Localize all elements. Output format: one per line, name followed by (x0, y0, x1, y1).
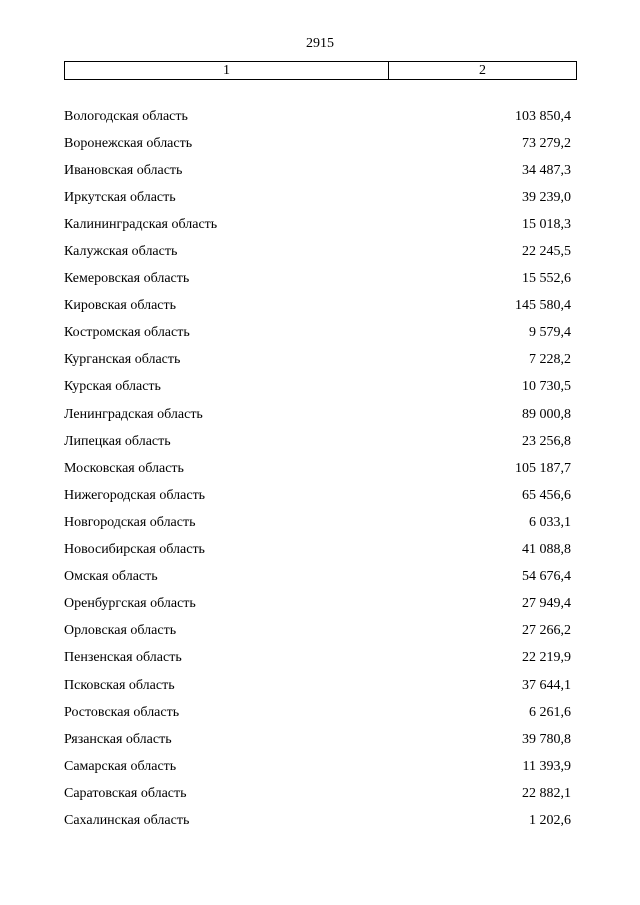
region-name: Кемеровская область (64, 271, 190, 287)
table-row (64, 293, 571, 320)
region-name: Орловская область (64, 623, 177, 639)
region-name: Нижегородская область (64, 487, 206, 503)
table-row (64, 591, 571, 618)
region-value: 39 239,0 (522, 189, 571, 205)
region-value: 7 228,2 (529, 352, 571, 368)
region-table (64, 103, 571, 835)
table-row (64, 347, 571, 374)
region-value: 22 219,9 (522, 650, 571, 666)
page-number: 2915 (306, 36, 334, 51)
table-row (64, 130, 571, 157)
region-name: Пензенская область (64, 650, 182, 666)
table-row (64, 537, 571, 564)
region-value: 34 487,3 (522, 162, 571, 178)
region-value: 65 456,6 (522, 487, 571, 503)
region-value: 6 261,6 (529, 704, 571, 720)
region-value: 22 245,5 (522, 244, 571, 260)
table-row (64, 374, 571, 401)
region-value: 1 202,6 (529, 812, 571, 828)
region-name: Оренбургская область (64, 596, 196, 612)
table-row (64, 564, 571, 591)
region-name: Омская область (64, 569, 158, 585)
region-value: 11 393,9 (522, 758, 571, 774)
region-value: 27 949,4 (522, 596, 571, 612)
column-header-1: 1 (65, 62, 389, 79)
table-row (64, 184, 571, 211)
table-row (64, 672, 571, 699)
region-name: Калужская область (64, 244, 178, 260)
table-row (64, 401, 571, 428)
region-name: Вологодская область (64, 108, 188, 124)
region-value: 37 644,1 (522, 677, 571, 693)
table-row (64, 509, 571, 536)
region-value: 23 256,8 (522, 433, 571, 449)
table-row (64, 645, 571, 672)
region-value: 22 882,1 (522, 785, 571, 801)
table-row (64, 157, 571, 184)
region-name: Рязанская область (64, 731, 172, 747)
region-name: Ростовская область (64, 704, 180, 720)
region-value: 89 000,8 (522, 406, 571, 422)
table-row (64, 807, 571, 834)
region-name: Курская область (64, 379, 161, 395)
region-value: 54 676,4 (522, 569, 571, 585)
table-row (64, 726, 571, 753)
region-name: Новосибирская область (64, 542, 205, 558)
region-value: 105 187,7 (515, 460, 571, 476)
region-value: 39 780,8 (522, 731, 571, 747)
region-name: Липецкая область (64, 433, 171, 449)
region-name: Ивановская область (64, 162, 183, 178)
table-row (64, 320, 571, 347)
region-name: Иркутская область (64, 189, 176, 205)
region-name: Калининградская область (64, 216, 218, 232)
table-row (64, 699, 571, 726)
region-name: Псковская область (64, 677, 175, 693)
table-row (64, 618, 571, 645)
region-name: Сахалинская область (64, 812, 190, 828)
table-row (64, 103, 571, 130)
table-row (64, 780, 571, 807)
region-name: Саратовская область (64, 785, 187, 801)
region-name: Кировская область (64, 298, 177, 314)
table-row (64, 753, 571, 780)
table-row (64, 428, 571, 455)
table-row (64, 455, 571, 482)
column-header-table (64, 61, 577, 80)
region-value: 145 580,4 (515, 298, 571, 314)
region-name: Новгородская область (64, 514, 196, 530)
region-value: 10 730,5 (522, 379, 571, 395)
region-value: 6 033,1 (529, 514, 571, 530)
region-value: 41 088,8 (522, 542, 571, 558)
table-row (64, 238, 571, 265)
region-name: Московская область (64, 460, 184, 476)
region-value: 103 850,4 (515, 108, 571, 124)
region-value: 15 018,3 (522, 216, 571, 232)
table-row (64, 266, 571, 293)
table-row (64, 482, 571, 509)
region-name: Курганская область (64, 352, 181, 368)
region-value: 73 279,2 (522, 135, 571, 151)
region-value: 15 552,6 (522, 271, 571, 287)
column-header-2: 2 (479, 63, 486, 78)
region-name: Воронежская область (64, 135, 193, 151)
region-value: 9 579,4 (529, 325, 571, 341)
region-name: Ленинградская область (64, 406, 203, 422)
region-name: Костромская область (64, 325, 190, 341)
table-row (64, 211, 571, 238)
region-value: 27 266,2 (522, 623, 571, 639)
region-name: Самарская область (64, 758, 177, 774)
